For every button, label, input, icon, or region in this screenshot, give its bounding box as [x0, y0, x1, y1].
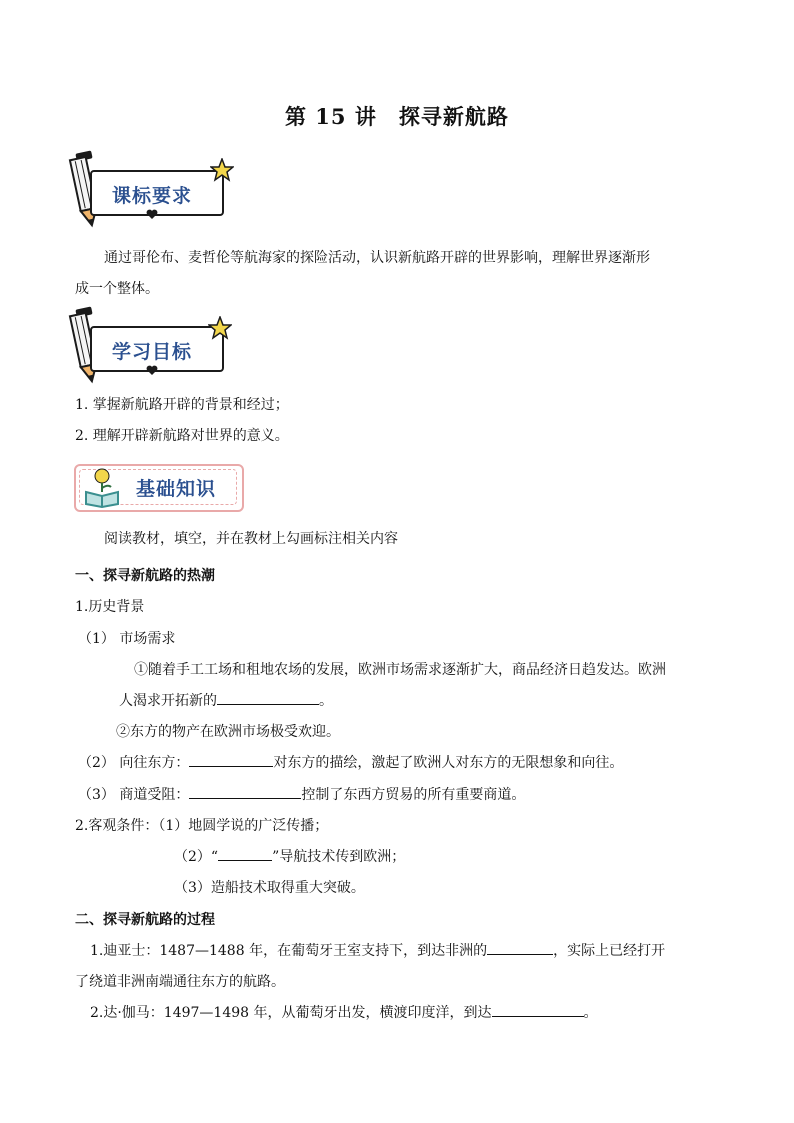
- goal-item-1: 1. 掌握新航路开辟的背景和经过；: [75, 397, 289, 413]
- standards-text-line1: 通过哥伦布、麦哲伦等航海家的探险活动，认识新航路开辟的世界影响，理解世界逐渐形: [104, 250, 650, 266]
- star-icon: [210, 158, 234, 182]
- standards-text-line2: 成一个整体。: [75, 281, 159, 297]
- dias-line-2: 了绕道非洲南端通往东方的航路。: [75, 974, 285, 990]
- east-line: [78, 752, 623, 772]
- goal-item-2: 2. 理解开辟新航路对世界的意义。: [75, 428, 289, 444]
- gama-line-text: 2.达·伽马：1497—1498 年，从葡萄牙出发，横渡印度洋，到达: [90, 1005, 492, 1021]
- east-line-label: （2） 向往东方：: [78, 755, 190, 771]
- trade-line: [78, 784, 525, 804]
- trade-line-label: （3） 商道受阻：: [78, 787, 190, 803]
- standards-badge-label: 课标要求: [112, 185, 193, 207]
- section-heading-2: 二、探寻新航路的过程: [75, 912, 215, 928]
- goals-badge-label: 学习目标: [112, 341, 193, 363]
- lightbulb-book-icon: [82, 466, 122, 508]
- gama-line: [90, 1002, 598, 1022]
- fill-blank[interactable]: [218, 846, 272, 861]
- fill-blank[interactable]: [217, 690, 319, 705]
- gama-line-end: 。: [583, 1005, 598, 1021]
- fill-blank[interactable]: [492, 1002, 584, 1017]
- market-point-1b-text: 人渴求开拓新的: [119, 693, 217, 709]
- fill-blank[interactable]: [189, 752, 273, 767]
- market-heading: （1） 市场需求: [78, 631, 176, 647]
- market-point-2: ②东方的物产在欧洲市场极受欢迎。: [116, 724, 340, 740]
- heart-icon: [146, 209, 158, 220]
- section-heading-1: 一、探寻新航路的热潮: [75, 568, 215, 584]
- standards-badge: [68, 148, 238, 228]
- market-point-1a: ①随着手工工场和租地农场的发展，欧洲市场需求逐渐扩大，商品经济日趋发达。欧洲: [134, 662, 666, 678]
- market-point-1b-end: 。: [319, 693, 333, 709]
- objective-line-2-text: ”导航技术传到欧洲；: [272, 849, 406, 865]
- dias-line-text: 1.迪亚士：1487—1488 年，在葡萄牙王室支持下，到达非洲的: [90, 943, 488, 959]
- heart-icon: [146, 365, 158, 376]
- objective-line-2-label: （2）“: [174, 849, 219, 865]
- star-icon: [208, 316, 232, 340]
- fill-blank[interactable]: [487, 940, 553, 955]
- east-line-text: 对东方的描绘，激起了欧洲人对东方的无限想象和向往。: [273, 755, 624, 771]
- basics-intro: 阅读教材，填空，并在教材上勾画标注相关内容: [104, 531, 398, 547]
- fill-blank[interactable]: [189, 784, 301, 799]
- goals-badge: [68, 304, 238, 384]
- objective-line-1: 2.客观条件：（1）地圆学说的广泛传播；: [75, 818, 329, 834]
- dias-line-end: ，实际上已经打开: [553, 943, 666, 959]
- objective-line-3: （3）造船技术取得重大突破。: [174, 880, 365, 896]
- market-point-1b: [119, 690, 333, 710]
- objective-line-2: [174, 846, 405, 866]
- trade-line-text: 控制了东西方贸易的所有重要商道。: [301, 787, 526, 803]
- dias-line: [90, 940, 665, 960]
- subheading-background: 1.历史背景: [75, 599, 145, 615]
- basics-badge: [74, 464, 246, 514]
- basics-badge-label: 基础知识: [136, 478, 217, 500]
- page-title: 第 15 讲 探寻新航路: [285, 104, 509, 129]
